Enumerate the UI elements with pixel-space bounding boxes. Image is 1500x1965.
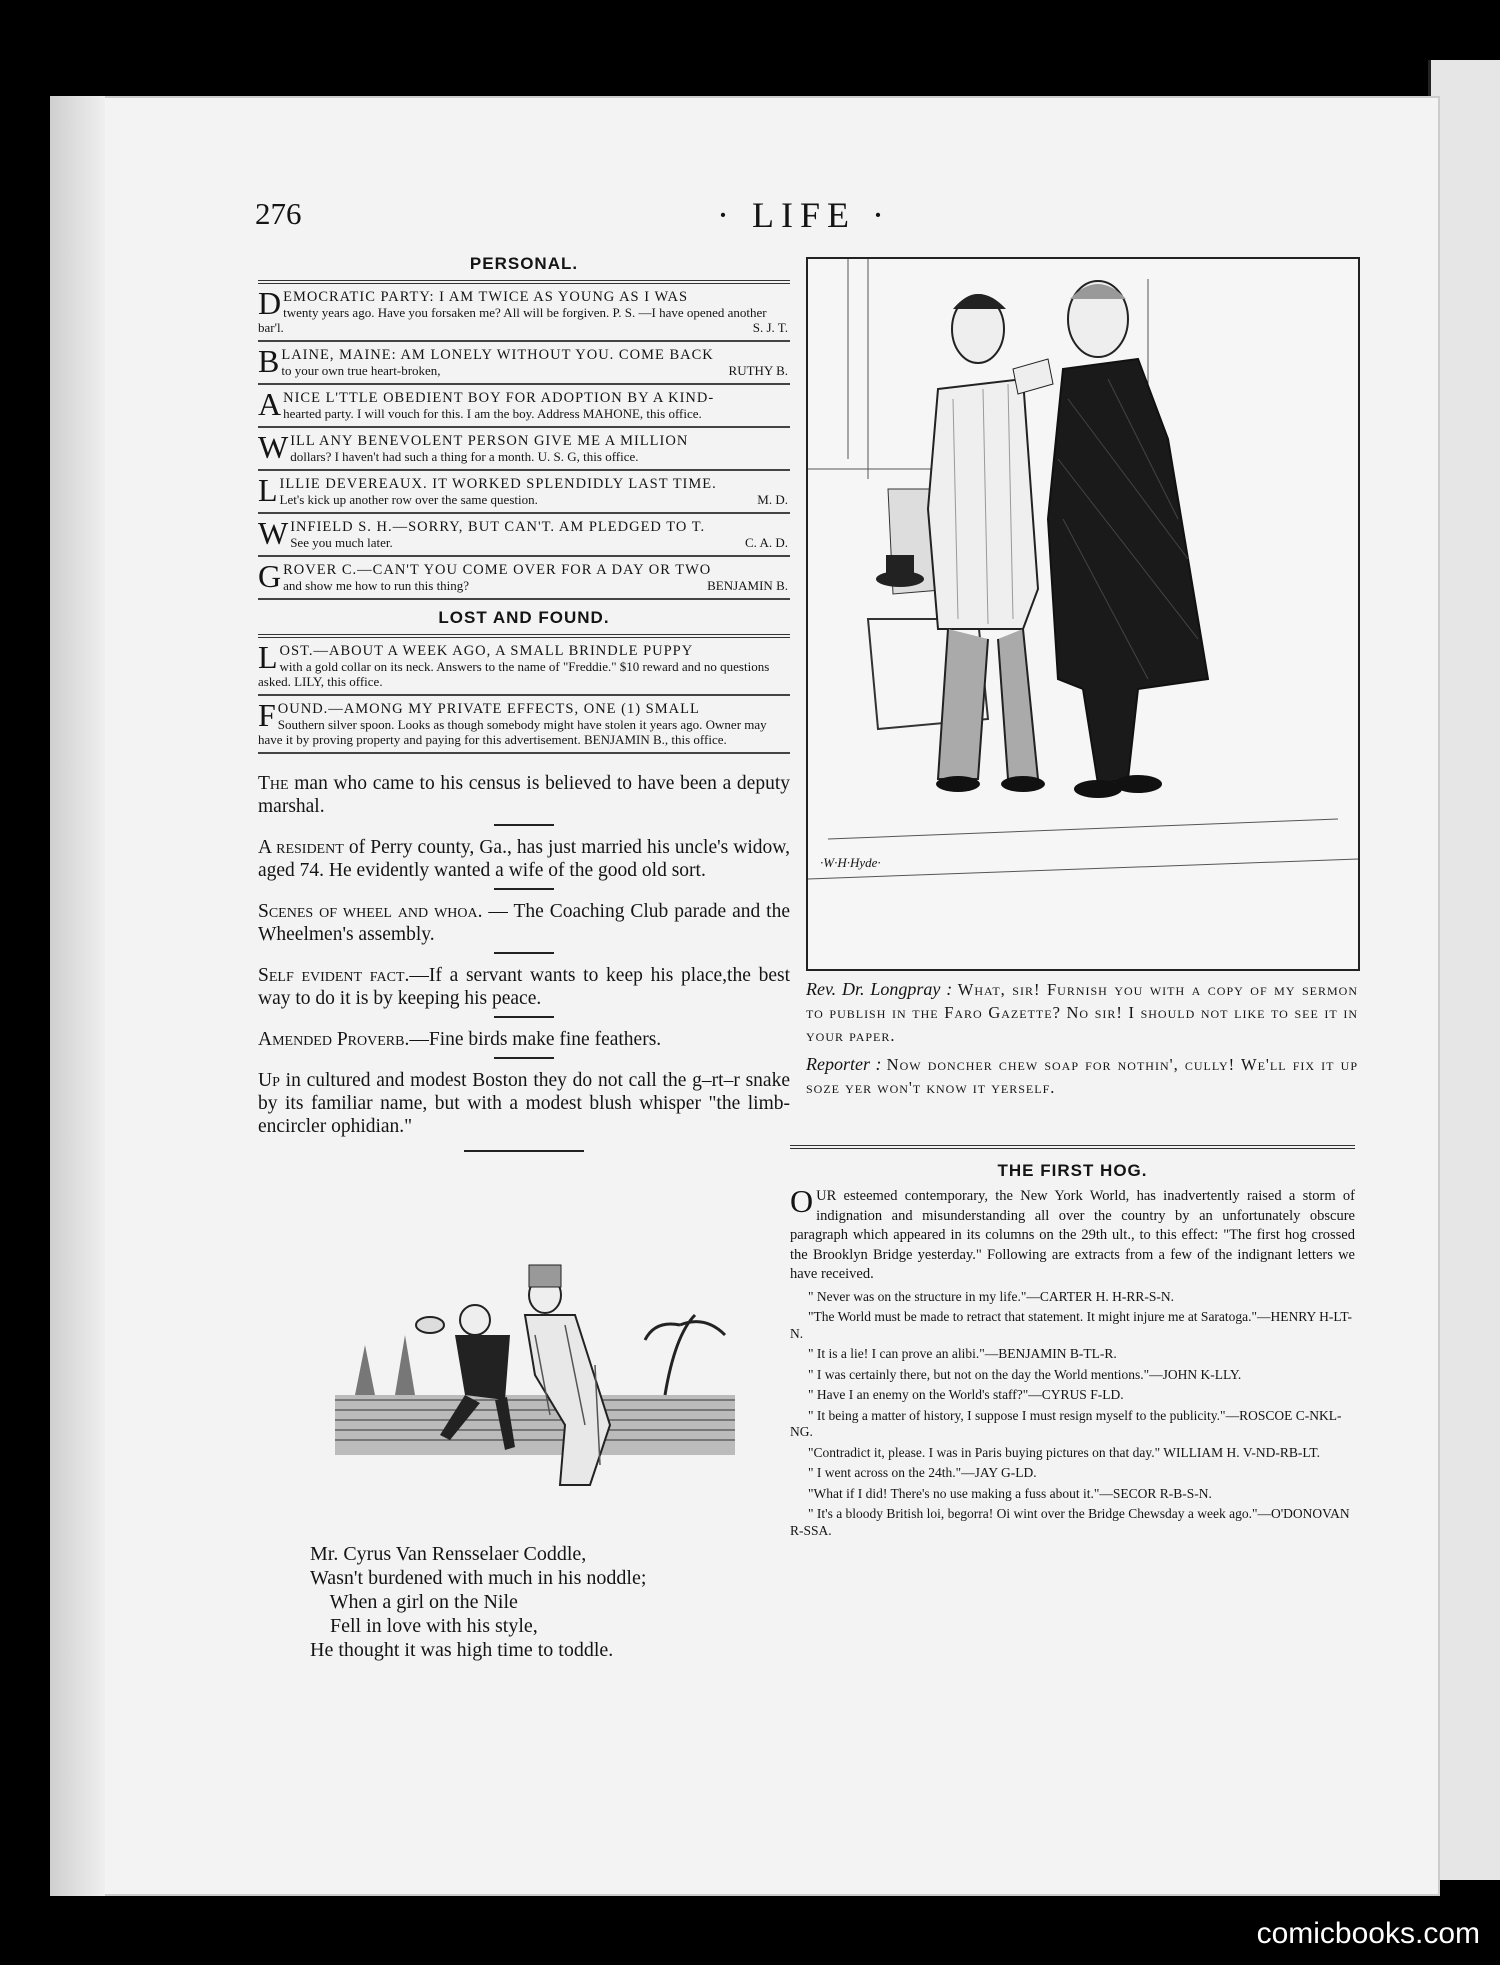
ad-headline: ILLIE DEVEREAUX. IT WORKED SPLENDIDLY LAST TIME. (279, 476, 717, 492)
drop-cap: W (258, 515, 289, 551)
caption-text: Now doncher chew soap for nothin', cully! We'll fix it up soze yer won't know it yerself. (806, 1055, 1358, 1097)
masthead: · LIFE · (717, 195, 891, 235)
poem (310, 1542, 646, 1662)
ad-headline: INFIELD S. H.—SORRY, BUT CAN'T. AM PLEDGED TO T. (290, 519, 706, 535)
personal-ads (258, 284, 790, 600)
letter-extract: " It is a lie! I can prove an alibi."—BENJAMIN B-TL-R. (808, 1346, 1117, 1361)
double-rule (790, 1145, 1355, 1149)
poem-line: When a girl on the Nile (310, 1591, 518, 1613)
news-item (258, 900, 790, 946)
ad-item (258, 557, 790, 600)
item-text: — The Coaching Club parade and the Wheelmen's assembly. (258, 901, 791, 945)
drop-cap: O (790, 1183, 814, 1219)
ad-text: dollars? I haven't had such a thing for a month. U. S. G, this office. (290, 449, 639, 464)
lost-found-ads (258, 638, 790, 754)
item-text: man who came to his census is believed to have been a deputy marshal. (258, 773, 790, 817)
item-lead: The (258, 773, 289, 794)
caption-text: What, sir! Furnish you with a copy of my sermon to publish in the Faro Gazette? No sir! I should not like to see it in your paper. (806, 980, 1358, 1045)
divider (494, 1016, 554, 1018)
poem-line: He thought it was high time to toddle. (310, 1639, 614, 1661)
letter-extract: "What if I did! There's no use making a fuss about it."—SECOR R-B-S-N. (808, 1485, 1212, 1501)
drop-cap: D (258, 285, 282, 321)
poem-line: Fell in love with his style, (310, 1615, 538, 1637)
news-item (258, 772, 790, 818)
divider (464, 1150, 584, 1152)
caption-line (806, 1053, 1358, 1099)
ad-text: and show me how to run this thing? (283, 578, 470, 593)
ad-signature: M. D. (757, 492, 788, 507)
news-item (258, 964, 790, 1010)
first-hog-intro-text: UR esteemed contemporary, the New York World, has inadvertently raised a storm of indignation and misunderstanding all over the country by an unfortunately obscure paragraph which appeared in its columns on the 29th ult., to this effect: "The first hog crossed the Brooklyn Bridge yesterday." Following are extracts from a few of the indignant letters we have received. (790, 1188, 1355, 1282)
ad-text: hearted party. I will vouch for this. I am the boy. Address MAHONE, this office. (283, 406, 702, 421)
drop-cap: L (258, 639, 278, 675)
ad-headline: ROVER C.—CAN'T YOU COME OVER FOR A DAY OR TWO (283, 562, 712, 578)
ad-item (258, 696, 790, 754)
ad-signature: C. A. D. (745, 535, 788, 550)
letter-extract: " Never was on the structure in my life."—CARTER H. H-RR-S-N. (808, 1288, 1175, 1304)
drop-cap: F (258, 697, 276, 733)
lost-found-heading: LOST AND FOUND. (438, 608, 610, 627)
letter-extract: "Contradict it, please. I was in Paris buying pictures on that day." WILLIAM H. V-ND-RB-LT. (808, 1444, 1320, 1460)
item-lead: Self evident fact. (258, 965, 410, 986)
item-lead: A resident (258, 837, 344, 858)
ad-text: See you much later. (290, 535, 393, 550)
ad-headline: OUND.—AMONG MY PRIVATE EFFECTS, ONE (1) SMALL (277, 701, 700, 717)
first-hog-article (790, 1145, 1355, 1539)
letter-extract: " It's a bloody British loi, begorra! Oi wint over the Bridge Chewsday a week ago."—O'DONOVAN R-SSA. (790, 1506, 1350, 1538)
artist-signature: ·W·H·Hyde· (820, 855, 881, 870)
caption-line (806, 978, 1358, 1047)
ad-item (258, 342, 790, 385)
page-binding-shadow (50, 96, 105, 1896)
ad-headline: NICE L'TTLE OBEDIENT BOY FOR ADOPTION BY A KIND- (283, 390, 715, 406)
ad-headline: EMOCRATIC PARTY: I AM TWICE AS YOUNG AS I WAS (283, 289, 689, 305)
drop-cap: G (258, 558, 282, 594)
page-header (255, 196, 1255, 236)
ad-signature: BENJAMIN B. (707, 578, 788, 593)
ad-signature: S. J. T. (752, 320, 788, 335)
speaker: Rev. Dr. Longpray : (806, 979, 953, 999)
ad-text: to your own true heart-broken, (281, 363, 441, 378)
news-item (258, 836, 790, 882)
drop-cap: L (258, 472, 278, 508)
personal-heading: PERSONAL. (469, 254, 579, 273)
first-hog-intro (790, 1183, 1355, 1285)
ad-item (258, 471, 790, 514)
letter-extract: " I was certainly there, but not on the day the World mentions."—JOHN K-LLY. (808, 1366, 1242, 1382)
ad-headline: LAINE, MAINE: AM LONELY WITHOUT YOU. COME BACK (281, 347, 714, 363)
divider (494, 824, 554, 826)
left-column (258, 252, 790, 1152)
ad-text: Southern silver spoon. Looks as though somebody might have stolen it years ago. Owner may have it by proving property and paying for this advertisement. BENJAMIN B., this office. (258, 717, 767, 747)
item-lead: Scenes of wheel and whoa. (258, 901, 483, 922)
letters-list (790, 1289, 1355, 1540)
ad-item (258, 514, 790, 557)
divider (494, 952, 554, 954)
news-item (258, 1069, 790, 1138)
poem-line: Mr. Cyrus Van Rensselaer Coddle, (310, 1543, 587, 1565)
ad-text: twenty years ago. Have you forsaken me? All will be forgiven. P. S. —I have opened another bar'l. (258, 305, 767, 335)
ad-item (258, 284, 790, 342)
item-text: —If a servant wants to keep his place,the best way to do it is by keeping his peace. (258, 965, 790, 1009)
item-lead: Up (258, 1070, 280, 1091)
ad-text: Let's kick up another row over the same question. (279, 492, 538, 507)
letter-extract: " I went across on the 24th."—JAY G-LD. (808, 1465, 1037, 1480)
item-text: —Fine birds make fine feathers. (409, 1029, 662, 1050)
news-item (258, 1028, 790, 1051)
first-hog-heading: THE FIRST HOG. (997, 1161, 1148, 1180)
ad-item (258, 638, 790, 696)
drop-cap: W (258, 429, 289, 465)
item-text: of Perry county, Ga., has just married his uncle's widow, aged 74. He evidently wanted a wife of the good old sort. (258, 837, 791, 881)
watermark: comicbooks.com (1256, 1917, 1480, 1950)
ad-item (258, 428, 790, 471)
ad-headline: ILL ANY BENEVOLENT PERSON GIVE ME A MILLION (290, 433, 689, 449)
ad-signature: RUTHY B. (728, 363, 788, 378)
news-items (258, 772, 790, 1138)
item-text: in cultured and modest Boston they do not call the g–rt–r snake by its familiar name, but with a modest blush whisper "the limb-encircler ophidian." (258, 1070, 790, 1137)
ad-headline: OST.—ABOUT A WEEK AGO, A SMALL BRINDLE PUPPY (279, 643, 694, 659)
letter-extract: "The World must be made to retract that statement. It might injure me at Saratoga."—HENRY H-LT-N. (790, 1309, 1352, 1341)
poem-line: Wasn't burdened with much in his noddle; (310, 1567, 647, 1589)
cartoon-caption (806, 978, 1358, 1105)
item-lead: Amended Proverb. (258, 1029, 410, 1050)
ad-text: with a gold collar on its neck. Answers to the name of "Freddie." $10 reward and no questions asked. LILY, this office. (258, 659, 770, 689)
nile-illustration (335, 1225, 735, 1495)
ad-item (258, 385, 790, 428)
divider (494, 888, 554, 890)
divider (494, 1057, 554, 1059)
drop-cap: A (258, 386, 282, 422)
speaker: Reporter : (806, 1054, 882, 1074)
letter-extract: " It being a matter of history, I suppose I must resign myself to the publicity."—ROSCOE C-NKL-NG. (790, 1407, 1342, 1439)
letter-extract: " Have I an enemy on the World's staff?"—CYRUS F-LD. (808, 1387, 1124, 1402)
drop-cap: B (258, 343, 280, 379)
page-number: 276 (255, 196, 302, 231)
cartoon-illustration (806, 257, 1360, 971)
